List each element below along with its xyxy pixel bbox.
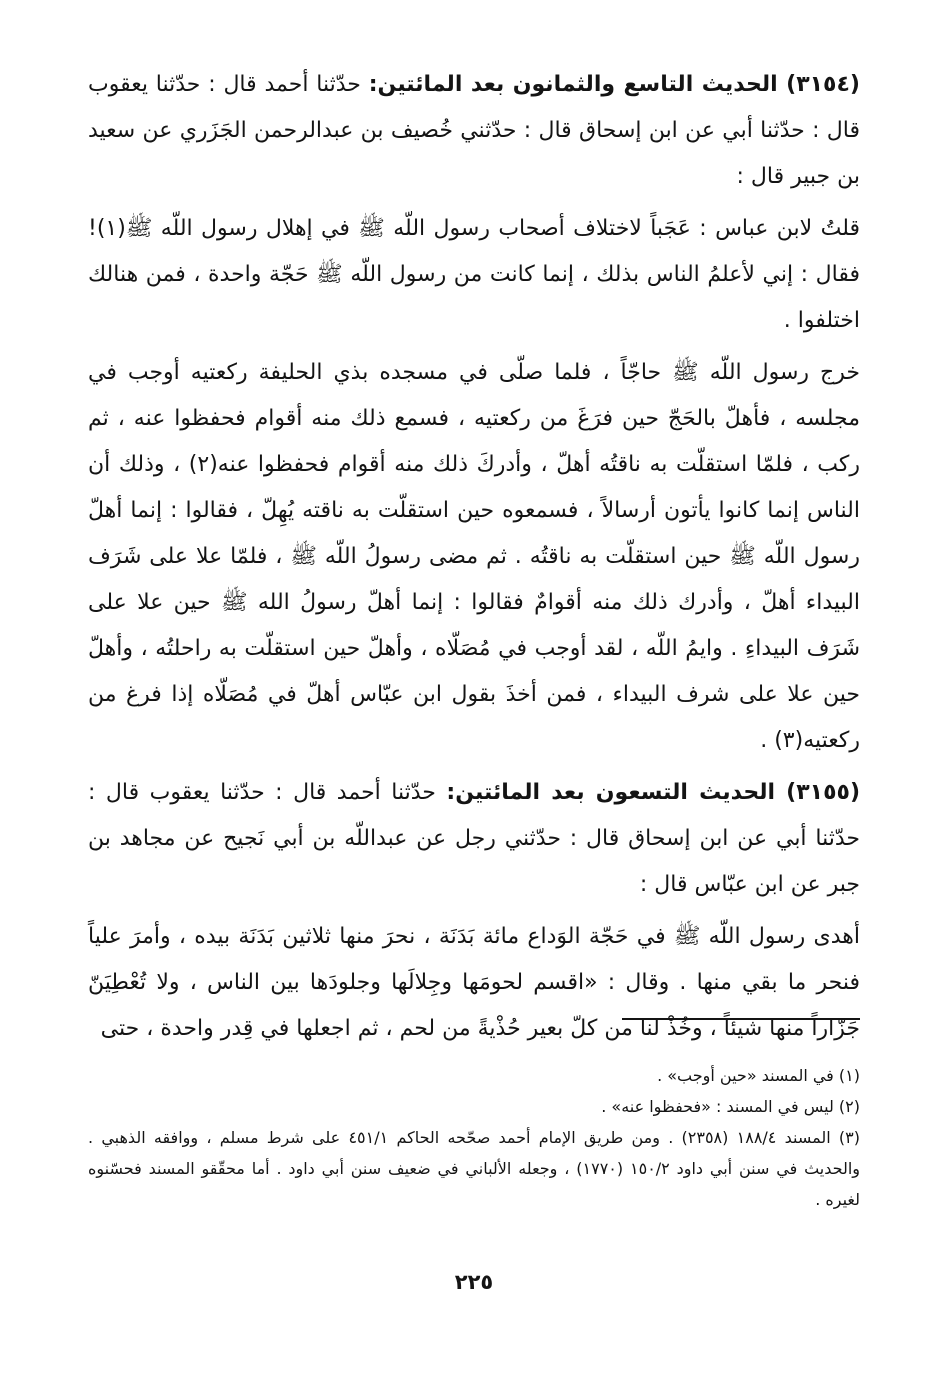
footnote-2: (٢) ليس في المسند : «فحفظوا عنه» .: [601, 1097, 860, 1116]
footnotes: [88, 1060, 860, 1215]
hadith-3154-heading: (٣١٥٤) الحديث التاسع والثمانون بعد المائتين:: [368, 72, 860, 97]
hadith-3155-heading: (٣١٥٥) الحديث التسعون بعد المائتين:: [446, 780, 861, 805]
hadith-3155-isnad: [88, 770, 860, 908]
hadith-3154-paragraph-2: خرج رسول اللّه ﷺ حاجّاً ، فلما صلّى في مسجده بذي الحليفة ركعتيه أوجب في مجلسه ، فأهلّ بالحَجّ حين فرَغَ من ركعتيه ، فسمع ذلك منه أقوام فحفظوا عنه ، ثم ركب ، فلمّا استقلّت به ناقتُه أهلّ ، وأدركَ ذلك منه أقوام فحفظوا عنه(٢) ، وذلك أن الناس إنما كانوا يأتون أرسالاً ، فسمعوه حين استقلّت به ناقته يُهِلّ ، فقالوا : إنما أهلّ رسول اللّه ﷺ حين استقلّت به ناقتُه . ثم مضى رسولُ اللّه ﷺ ، فلمّا علا على شَرَف البيداء أهلّ ، وأدرك ذلك منه أقوامٌ فقالوا : إنما أهلّ رسولُ الله ﷺ حين علا على شَرَف البيداءِ . وايمُ اللّه ، لقد أوجب في مُصَلّاه ، وأهلّ حين استقلّت به راحلتُه ، وأهلّ حين علا على شرف البيداء ، فمن أخذَ بقول ابن عبّاس أهلّ في مُصَلّاه إذا فرغ من ركعتيه(٣) .: [88, 360, 860, 753]
hadith-3155-chain: حدّثنا أحمد قال : حدّثنا يعقوب قال : حدّثنا أبي عن ابن إسحاق قال : حدّثني رجل عن عبداللّه بن أبي نَجيح عن مجاهد بن جبر عن ابن عبّاس قال :: [88, 780, 860, 897]
hadith-3154-isnad: [88, 62, 860, 200]
hadith-3154-paragraph-1: قلتُ لابن عباس : عَجَباً لاختلاف أصحاب رسول اللّه ﷺ في إهلال رسول اللّه ﷺ(١)! فقال : إني لأعلمُ الناس بذلك ، إنما كانت من رسول اللّه ﷺ حَجّة واحدة ، فمن هنالك اختلفوا .: [88, 216, 860, 333]
footnote-1: (١) في المسند «حين أوجب» .: [657, 1066, 860, 1085]
page-number: ٢٢٥: [454, 1270, 494, 1294]
footnote-divider: [622, 1018, 860, 1020]
hadith-3155-paragraph-1: أهدى رسول اللّه ﷺ في حَجّة الوَداع مائة بَدَنَة ، نحرَ منها ثلاثين بَدَنَة بيده ، وأمرَ علياً فنحر ما بقي منها . وقال : «اقسم لحومَها وجِلالَها وجلودَها بين الناس ، ولا تُعْطِيَنّ جَزّاراً منها شيئاً ، وخُذْ لنا من كلّ بعير حُذْيةً من لحم ، ثم اجعلها في قِدر واحدة ، حتى: [88, 924, 860, 1041]
book-page: [88, 62, 860, 1362]
hadith-3154-chain: حدّثنا أحمد قال : حدّثنا يعقوب قال : حدّثنا أبي عن ابن إسحاق قال : حدّثني خُصيف بن عبدالرحمن الجَزَري عن سعيد بن جبير قال :: [88, 72, 860, 189]
main-text: [88, 62, 860, 1052]
footnote-3: (٣) المسند ١٨٨/٤ (٢٣٥٨) . ومن طريق الإمام أحمد صحّحه الحاكم ٤٥١/١ على شرط مسلم ، ووافقه الذهبي . والحديث في سنن أبي داود ١٥٠/٢ (١٧٧٠) ، وجعله الألباني في ضعيف سنن أبي داود . أما محقّقو المسند فحسّنوه لغيره .: [88, 1128, 861, 1209]
